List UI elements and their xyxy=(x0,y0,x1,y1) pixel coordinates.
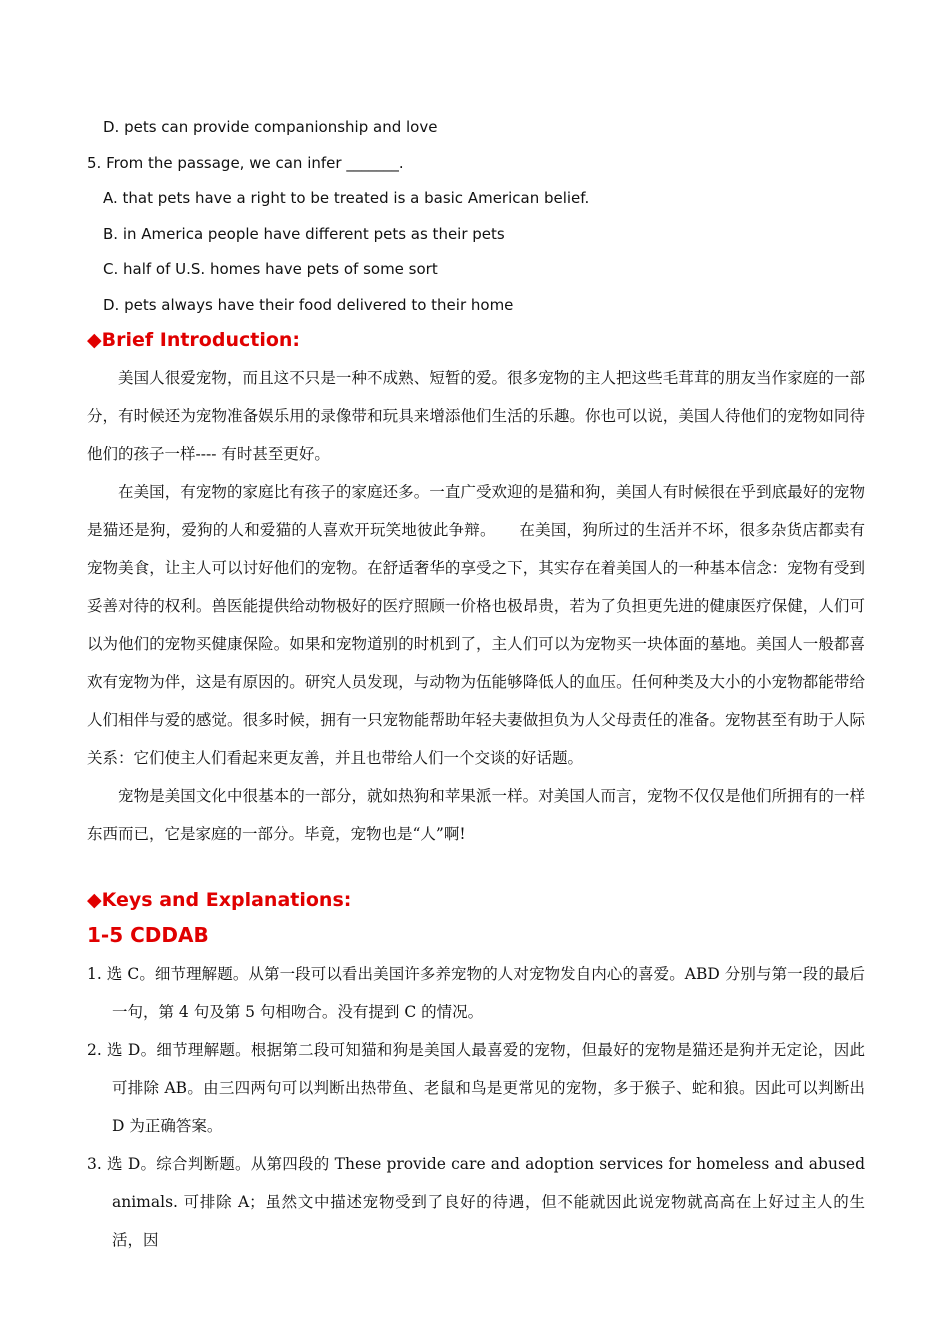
brief-paragraph-2: 在美国，有宠物的家庭比有孩子的家庭还多。一直广受欢迎的是猫和狗，美国人有时候很在乎到底最好的宠物是猫还是狗，爱狗的人和爱猫的人喜欢开玩笑地彼此争辩。 在美国，狗所过的生活并不坏，很多杂货店都卖有宠物美食，让主人可以讨好他们的宠物。在舒适奢华的享受之下，其实存在着美国人的一种基本信念：宠物有受到妥善对待的权利。兽医能提供给动物极好的医疗照顾一价格也极昂贵，若为了负担更先进的健康医疗保健，人们可以为他们的宠物买健康保险。如果和宠物道别的时机到了，主人们可以为宠物买一块体面的墓地。美国人一般都喜欢有宠物为伴，这是有原因的。研究人员发现，与动物为伍能够降低人的血压。任何种类及大小的小宠物都能带给人们相伴与爱的感觉。很多时候，拥有一只宠物能帮助年轻夫妻做担负为人父母责任的准备。宠物甚至有助于人际关系：它们使主人们看起来更友善，并且也带给人们一个交谈的好话题。 xyxy=(87,483,865,767)
explanations-list xyxy=(87,955,865,1259)
q5-stem: 5. From the passage, we can infer _______. xyxy=(87,154,404,172)
q5-option-d: D. pets always have their food delivered to their home xyxy=(103,296,514,314)
answer-key: 1-5 CDDAB xyxy=(87,923,209,947)
q5-option-c: C. half of U.S. homes have pets of some sort xyxy=(103,260,438,278)
q5-option-b: B. in America people have different pets as their pets xyxy=(103,225,505,243)
explanation-3: 3. 选 D。综合判断题。从第四段的 These provide care and adoption services for homeless and abused animals. 可排除 A；虽然文中描述宠物受到了良好的待遇，但不能就因此说宠物就高高在上好过主人的生活，因 xyxy=(87,1155,865,1249)
brief-introduction-body xyxy=(87,359,865,853)
q5-option-a: A. that pets have a right to be treated is a basic American belief. xyxy=(103,189,590,207)
brief-paragraph-3: 宠物是美国文化中很基本的一部分，就如热狗和苹果派一样。对美国人而言，宠物不仅仅是他们所拥有的一样东西而已，它是家庭的一部分。毕竟，宠物也是“人”啊! xyxy=(87,787,865,843)
brief-paragraph-1: 美国人很爱宠物，而且这不只是一种不成熟、短暂的爱。很多宠物的主人把这些毛茸茸的朋友当作家庭的一部分，有时候还为宠物准备娱乐用的录像带和玩具来增添他们生活的乐趣。你也可以说，美国人待他们的宠物如同待他们的孩子一样---- 有时甚至更好。 xyxy=(87,369,865,463)
keys-heading: ◆Keys and Explanations: xyxy=(87,889,352,911)
q4-option-d: D. pets can provide companionship and love xyxy=(103,118,438,136)
brief-introduction-heading: ◆Brief Introduction: xyxy=(87,329,301,351)
explanation-2: 2. 选 D。细节理解题。根据第二段可知猫和狗是美国人最喜爱的宠物，但最好的宠物是猫还是狗并无定论，因此可排除 AB。由三四两句可以判断出热带鱼、老鼠和鸟是更常见的宠物，多于猴子、蛇和狼。因此可以判断出 D 为正确答案。 xyxy=(87,1041,865,1135)
explanation-1: 1. 选 C。细节理解题。从第一段可以看出美国许多养宠物的人对宠物发自内心的喜爱。ABD 分别与第一段的最后一句，第 4 句及第 5 句相吻合。没有提到 C 的情况。 xyxy=(87,965,865,1021)
